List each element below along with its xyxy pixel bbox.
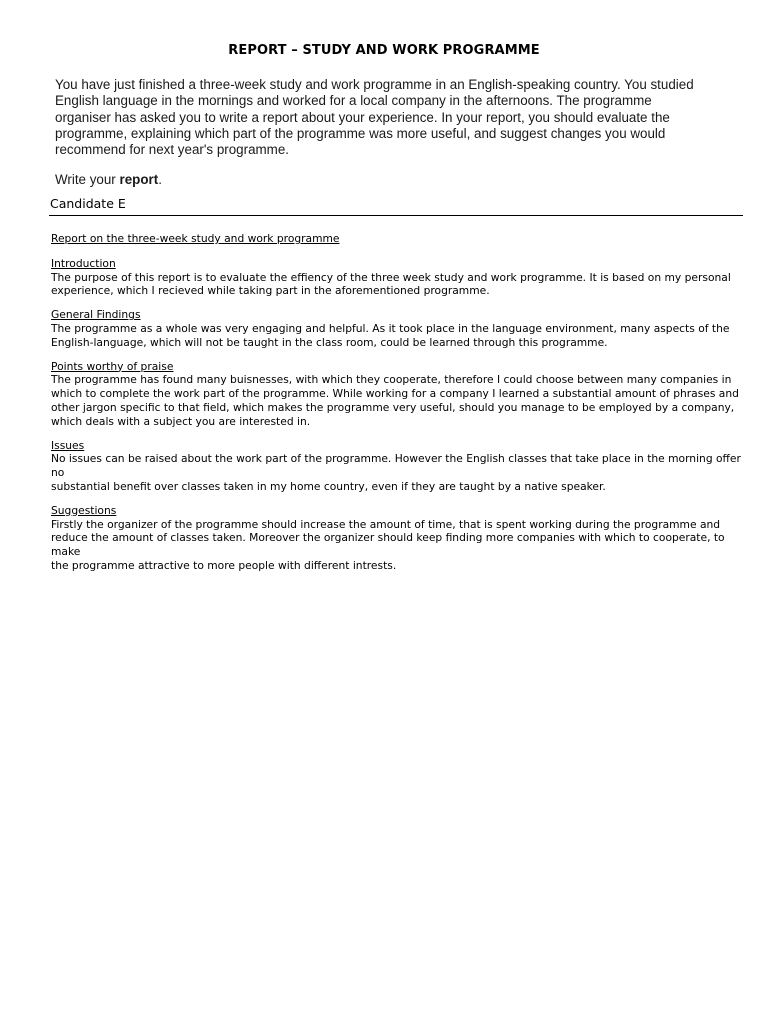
instruction-suffix: .: [158, 172, 162, 188]
task-paragraph: You have just finished a three-week study and work programme in an English-speaking country. You studied English language in the mornings and worked for a local company in the afternoons. The programme organiser has asked you to write a report about your experience. In your report, you should evaluate the programme, explaining which part of the programme was more useful, and suggest changes you would recommend for next year's programme.: [55, 77, 694, 158]
section-text: No issues can be raised about the work part of the programme. However the English classes that take place in the morning offer no substantial benefit over classes taken in my home country, even if they are taught by a native speaker.: [51, 452, 741, 493]
document-title: REPORT – STUDY AND WORK PROGRAMME: [228, 43, 540, 58]
section-heading: Points worthy of praise: [51, 359, 174, 373]
section-text: Firstly the organizer of the programme should increase the amount of time, that is spent working during the programme and reduce the amount of classes taken. Moreover the organizer should keep finding more companies with which to cooperate, to make the programme attractive to more people with different intrests.: [51, 517, 725, 572]
report-title: Report on the three-week study and work programme: [51, 232, 340, 245]
section-general-findings: [51, 308, 751, 349]
section-text: The programme as a whole was very engaging and helpful. As it took place in the language environment, many aspects of the English-language, which will not be taught in the class room, could be learned through this programme.: [51, 321, 730, 349]
section-text: The programme has found many buisnesses, with which they cooperate, therefore I could choose between many companies in which to complete the work part of the programme. While working for a company I learned a substantial amount of phrases and other jargon specific to that field, which makes the programme very useful, should you manage to be employed by a company, which deals with a subject you are interested in.: [51, 373, 739, 428]
section-heading: Issues: [51, 438, 85, 452]
instruction-prefix: Write your: [55, 172, 120, 188]
section-heading: Introduction: [51, 256, 116, 270]
section-text: The purpose of this report is to evaluate the effiency of the three week study and work programme. It is based on my personal experience, which I recieved while taking part in the aforementioned programme.: [51, 270, 731, 298]
candidate-label: Candidate E: [50, 196, 126, 211]
section-issues: [51, 439, 751, 494]
instruction-bold: report: [119, 172, 159, 188]
horizontal-divider: [49, 215, 743, 216]
task-prompt: [55, 77, 695, 189]
section-introduction: [51, 257, 751, 298]
section-suggestions: [51, 504, 751, 573]
section-points-of-praise: [51, 360, 751, 429]
section-heading: General Findings: [51, 308, 141, 322]
task-instruction: [55, 172, 695, 188]
report-body: [51, 232, 751, 583]
section-heading: Suggestions: [51, 503, 117, 517]
